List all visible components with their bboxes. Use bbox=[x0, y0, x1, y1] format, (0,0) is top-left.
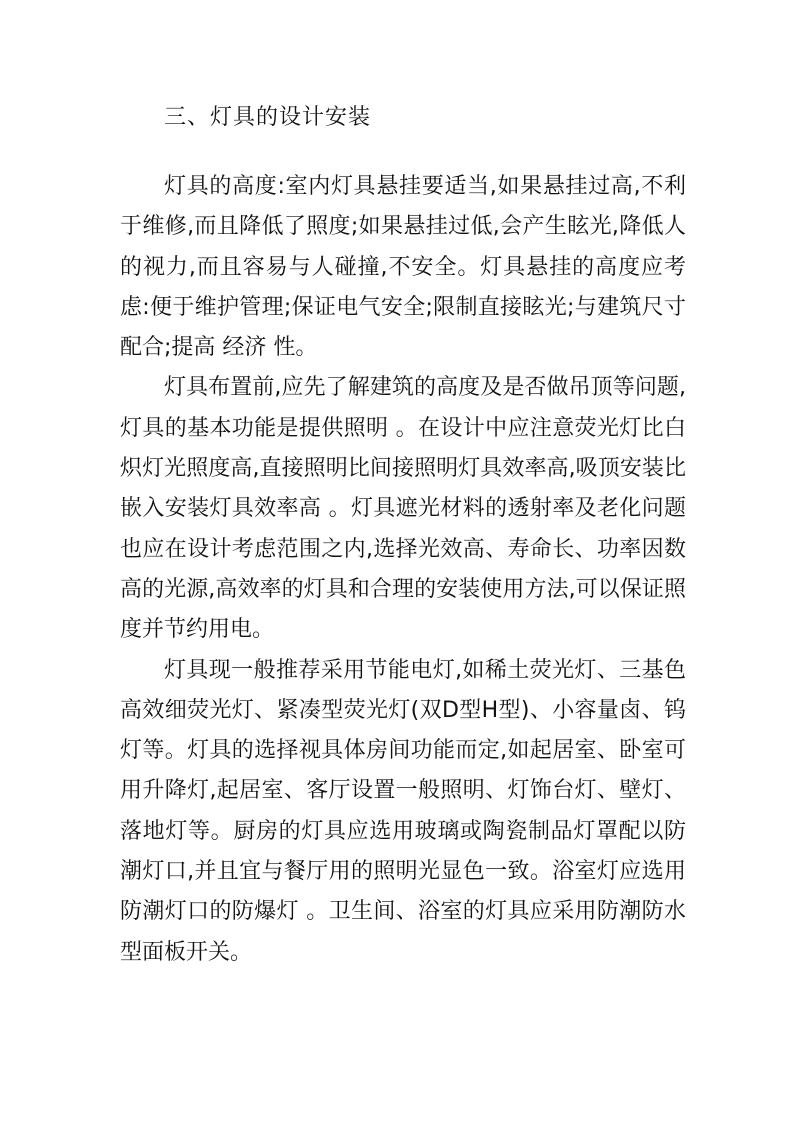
paragraph-fixture-height: 灯具的高度:室内灯具悬挂要适当,如果悬挂过高,不利于维修,而且降低了照度;如果悬挂过低,会产生眩光,降低人的视力,而且容易与人碰撞,不安全。灯具悬挂的高度应考虑:便于维护管理;保证电气安全;限制直接眩光;与建筑尺寸配合;提高 经济 性。 bbox=[120, 174, 686, 361]
paragraph-fixture-selection: 灯具现一般推荐采用节能电灯,如稀土荧光灯、三基色高效细荧光灯、紧凑型荧光灯(双D型H型)、小容量卤、钨灯等。灯具的选择视具体房间功能而定,如起居室、卧室可用升降灯,起居室、客厅设置一般照明、灯饰台灯、壁灯、落地灯等。厨房的灯具应选用玻璃或陶瓷制品灯罩配以防潮灯口,并且宜与餐厅用的照明光显色一致。浴室灯应选用防潮灯口的防爆灯 。卫生间、浴室的灯具应采用防潮防水型面板开关。 bbox=[120, 657, 686, 965]
section-heading: 三、灯具的设计安装 bbox=[164, 105, 372, 130]
paragraph-fixture-layout: 灯具布置前,应先了解建筑的高度及是否做吊顶等问题,灯具的基本功能是提供照明 。在设计中应注意荧光灯比白炽灯光照度高,直接照明比间接照明灯具效率高,吸顶安装比嵌入安装灯具效率高 。灯具遮光材料的透射率及老化问题也应在设计考虑范围之内,选择光效高、寿命长、功率因数高的光源,高效率的灯具和合理的安装使用方法,可以保证照度并节约用电。 bbox=[120, 375, 686, 643]
body-text bbox=[120, 167, 686, 973]
